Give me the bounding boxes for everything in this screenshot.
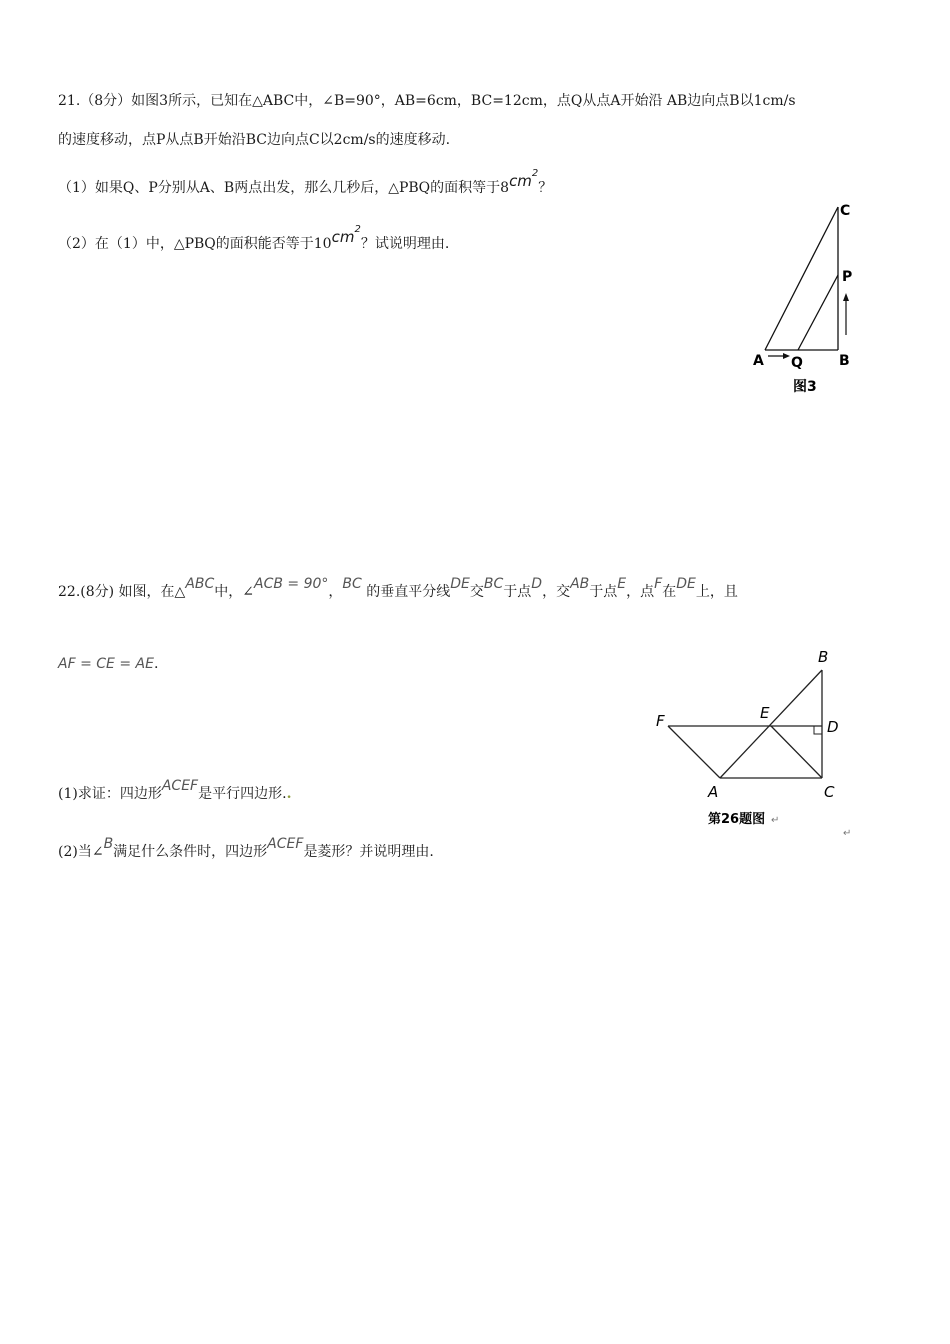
- q21-part1-text: （1）如果Q、P分别从A、B两点出发，那么几秒后，△PBQ的面积等于8: [58, 180, 510, 196]
- q22-text-7: ，交: [542, 584, 571, 600]
- return-mark-icon: ↵: [771, 815, 780, 826]
- q22-text-2: 中，∠: [214, 584, 255, 600]
- math-f: F: [654, 576, 663, 592]
- math-de-2: DE: [676, 576, 696, 592]
- math-abc: ABC: [185, 576, 215, 592]
- q21-part2: [58, 224, 450, 254]
- q22-text-11: 上，且: [695, 584, 738, 600]
- q21-part2-unit: $cm^2$: [331, 224, 361, 246]
- q22-text-1: 22.(8分) 如图，在△: [58, 584, 186, 600]
- math-bc-2: BC: [483, 576, 504, 592]
- label-d: D: [827, 718, 839, 736]
- label-b: B: [839, 353, 850, 369]
- q22-text-3: ，: [328, 584, 343, 600]
- q22-text-5: 交: [469, 584, 484, 600]
- q22-part2: [58, 836, 434, 862]
- label-c: C: [840, 203, 851, 219]
- q21-part2-end: ？试说明理由.: [360, 236, 450, 252]
- green-dot-mark: .: [286, 786, 292, 802]
- q22-text-10: 在: [662, 584, 677, 600]
- q22-part1-text: (1)求证：四边形: [58, 786, 162, 802]
- q21-part2-text: （2）在（1）中，△PBQ的面积能否等于10: [58, 236, 332, 252]
- right-angle-mark: [814, 726, 822, 734]
- side-ac: [765, 207, 838, 350]
- q22-condition-end: .: [153, 656, 159, 672]
- q21-part1-end: ？: [538, 180, 553, 196]
- math-acef: ACEF: [161, 778, 199, 794]
- figure-caption: 第26题图: [708, 812, 766, 827]
- label-q: Q: [791, 355, 803, 371]
- math-d: D: [531, 576, 543, 592]
- q22-text-6: 于点: [503, 584, 532, 600]
- math-ab: AB: [570, 576, 590, 592]
- math-acef-2: ACEF: [267, 836, 304, 852]
- arrow-up-head: [843, 293, 849, 301]
- label-p: P: [842, 269, 853, 285]
- q22-text-9: ，点: [626, 584, 655, 600]
- q22-figure: [650, 640, 860, 840]
- math-e: E: [617, 576, 627, 592]
- q22-part1-end: 是平行四边形.: [198, 786, 287, 802]
- math-bc: BC: [342, 576, 362, 592]
- math-de: DE: [450, 576, 470, 592]
- q21-figure: [745, 195, 865, 405]
- arrow-right-head: [783, 353, 790, 359]
- math-acb: ACB = 90°: [254, 576, 329, 592]
- label-b: B: [818, 648, 829, 666]
- q22-part2-mid: 满足什么条件时，四边形: [113, 844, 268, 860]
- segment-qp: [798, 275, 838, 350]
- label-e: E: [760, 704, 770, 722]
- q21-header-cont: 的速度移动，点P从点B开始沿BC边向点C以2cm/s的速度移动.: [58, 132, 451, 148]
- figure-caption: 图3: [793, 379, 817, 395]
- q22-part2-end: 是菱形？并说明理由.: [303, 844, 434, 860]
- label-c: C: [824, 783, 835, 801]
- q21-header: 21.（8分）如图3所示，已知在△ABC中，∠B=90°，AB=6cm，BC=12cm，点Q从点A开始沿 AB边向点B以1cm/s: [58, 93, 796, 109]
- q21-part1: [58, 168, 553, 198]
- q22-header: [58, 576, 738, 602]
- line-fa: [668, 726, 720, 778]
- q22-part1: [58, 778, 292, 804]
- math-b: B: [103, 836, 114, 852]
- label-a: A: [708, 783, 719, 801]
- return-mark-icon-2: ↵: [843, 828, 852, 839]
- q22-text-4: 的垂直平分线: [361, 584, 451, 600]
- q22-condition: [58, 654, 158, 674]
- label-f: F: [656, 712, 665, 730]
- label-a: A: [753, 353, 764, 369]
- math-af-ce-ae: AF = CE = AE: [58, 656, 154, 672]
- q21-part1-unit: $cm^2$: [509, 168, 539, 190]
- q22-part2-text: (2)当∠: [58, 844, 104, 860]
- q22-text-8: 于点: [589, 584, 618, 600]
